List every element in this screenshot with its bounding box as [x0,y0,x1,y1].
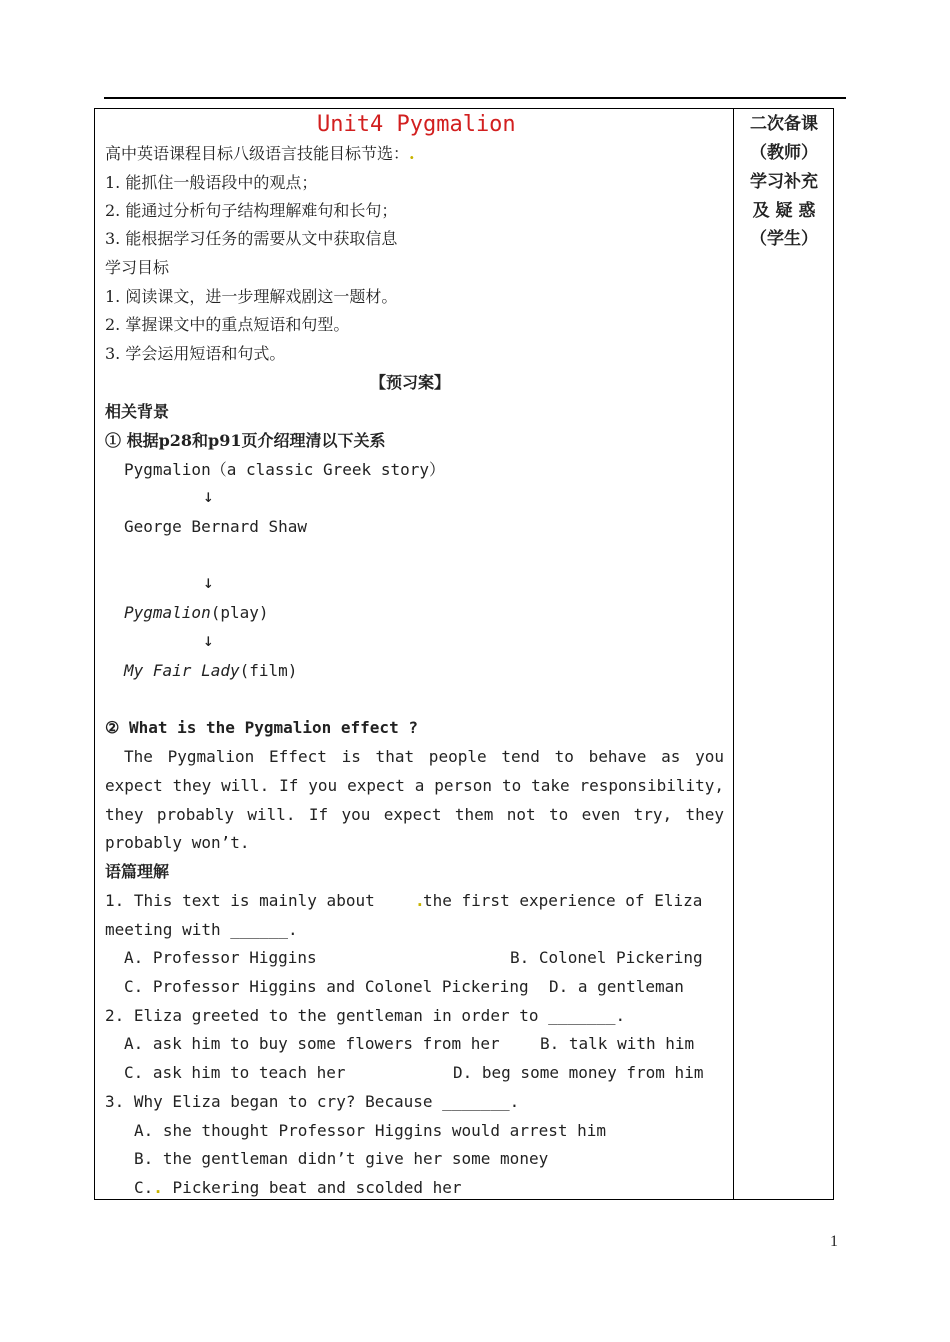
question-1-line-1b: the first experience of Eliza [423,891,703,910]
goal-item-3: 3. 能根据学习任务的需要从文中获取信息 [105,229,398,248]
question-3: 3. Why Eliza began to cry? Because _______. [105,1092,520,1111]
goal-item-2: 2. 能通过分析句子结构理解难句和长句； [105,201,398,220]
objective-item-3: 3. 学会运用短语和句式。 [105,344,286,363]
effect-paragraph-line-2: expect they will. If you expect a person to take responsibility, [105,776,724,795]
play-suffix: (play) [210,603,269,622]
background-question-1: ① 根据p28和p91页介绍理清以下关系 [105,431,386,450]
question-1-line-2: meeting with ______. [105,920,298,939]
down-arrow-icon: ↓ [203,630,214,651]
chain-line-3 [124,603,269,623]
q2-option-d: D. beg some money from him [453,1063,704,1082]
chain-line-1: Pygmalion（a classic Greek story） [124,460,445,479]
q1-option-c: C. Professor Higgins and Colonel Pickering [124,977,529,996]
q2-option-b: B. talk with him [540,1034,695,1053]
q1-option-d: D. a gentleman [549,977,684,996]
stray-dot: . [153,1178,163,1197]
goal-item-1: 1. 能抓住一般语段中的观点； [105,173,318,192]
background-heading: 相关背景 [105,402,170,421]
effect-paragraph-line-4: probably won’t. [105,833,250,852]
down-arrow-icon: ↓ [203,486,214,507]
objectives-heading: 学习目标 [105,258,170,277]
q3-option-a: A. she thought Professor Higgins would arrest him [134,1121,607,1140]
q1-option-b: B. Colonel Pickering [510,948,703,967]
q3-option-c-text: Pickering beat and scolded her [172,1178,462,1197]
q1-option-a: A. Professor Higgins [124,948,317,967]
sidebar-line-1: 二次备课 [750,114,818,134]
question-1-line-1a: 1. This text is mainly about [105,891,375,910]
sidebar-line-5: （学生） [750,229,818,249]
effect-paragraph-line-3: they probably will. If you expect them not to even try, they [105,805,724,824]
preview-heading: 【预习案】 [370,373,451,392]
column-divider [733,108,734,1200]
play-title: Pygmalion [124,603,211,622]
question-2: 2. Eliza greeted to the gentleman in order to _______. [105,1006,626,1025]
goals-intro-text: 高中英语课程目标八级语言技能目标节选： [105,144,410,163]
q3-option-c-label: C. [134,1178,154,1197]
stray-dot: . [409,144,415,163]
film-suffix: (film) [239,661,298,680]
down-arrow-icon: ↓ [203,572,214,593]
sidebar-line-3: 学习补充 [750,172,818,192]
q2-option-a: A. ask him to buy some flowers from her [124,1034,500,1053]
effect-paragraph-line-1: The Pygmalion Effect is that people tend to behave as you [124,747,724,766]
objective-item-2: 2. 掌握课文中的重点短语和句型。 [105,315,350,334]
stray-dot: . [415,891,425,910]
top-rule [104,97,846,99]
q3-option-b: B. the gentleman didn’t give her some money [134,1149,549,1168]
page-number: 1 [830,1233,838,1250]
sidebar-line-2: （教师） [750,143,818,163]
q3-option-c [134,1178,462,1198]
objective-item-1: 1. 阅读课文，进一步理解戏剧这一题材。 [105,287,398,306]
background-question-2: ② What is the Pygmalion effect ? [105,718,418,737]
goals-intro [105,144,415,164]
chain-line-2: George Bernard Shaw [124,517,308,536]
film-title: My Fair Lady [124,661,240,680]
page-title: Unit4 Pygmalion [317,112,516,137]
chain-line-4 [124,661,297,681]
comprehension-heading: 语篇理解 [105,862,170,881]
sidebar-line-4: 及 疑 惑 [752,201,816,221]
q2-option-c: C. ask him to teach her [124,1063,346,1082]
